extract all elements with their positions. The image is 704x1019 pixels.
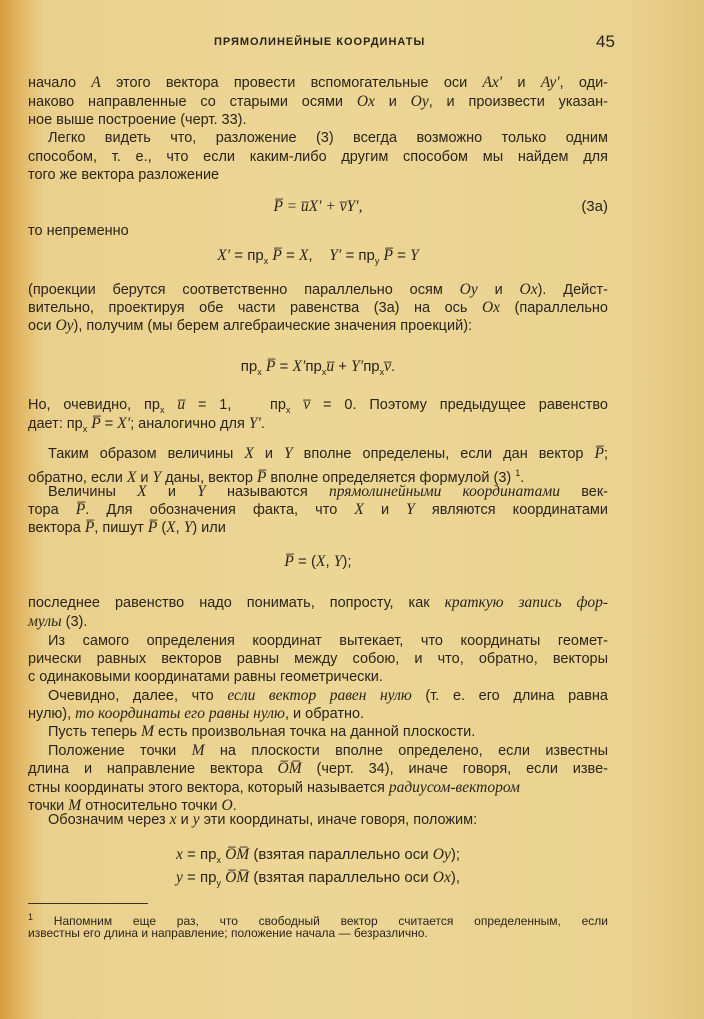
math-text: P̅ bbox=[265, 358, 276, 375]
text-segment: и bbox=[136, 469, 153, 486]
math-text: P̅ bbox=[147, 519, 158, 536]
text-segment: оси bbox=[28, 318, 56, 334]
text-segment: пр bbox=[305, 358, 322, 375]
math-text: v̅ bbox=[303, 396, 311, 413]
math-text: если вектор равен нулю bbox=[227, 687, 412, 704]
text-segment: ). Дейст- bbox=[537, 282, 608, 298]
math-text: X bbox=[298, 247, 309, 264]
text-line bbox=[28, 129, 608, 147]
equation-number: (3а) bbox=[581, 198, 608, 215]
text-segment: вектора bbox=[28, 520, 85, 536]
text-segment: . bbox=[260, 416, 265, 432]
text-segment: и bbox=[146, 484, 198, 500]
math-text: Ox bbox=[519, 281, 538, 298]
text-line bbox=[28, 111, 608, 129]
text-segment: точки bbox=[28, 798, 69, 814]
text-line bbox=[28, 723, 608, 741]
math-text: Y bbox=[152, 468, 162, 486]
text-segment: дает: пр bbox=[28, 416, 83, 432]
equation bbox=[28, 846, 608, 865]
equation bbox=[28, 869, 608, 888]
text-segment: = bbox=[281, 247, 299, 264]
math-text: O bbox=[221, 797, 233, 814]
text-segment: и bbox=[363, 502, 407, 518]
text-segment: . bbox=[391, 358, 396, 375]
text-line bbox=[28, 594, 608, 612]
math-text: Ox bbox=[356, 93, 375, 110]
chapter-title: ПРЯМОЛИНЕЙНЫЕ КООРДИНАТЫ bbox=[214, 36, 426, 48]
math-text: M bbox=[141, 723, 155, 740]
text-segment: , bbox=[175, 520, 184, 536]
text-segment: способом, т. е., что если каким-либо другим способом мы найдем для bbox=[28, 149, 608, 165]
text-segment: даны, вектор bbox=[161, 469, 257, 486]
math-text: краткую запись фор- bbox=[444, 594, 608, 611]
text-segment: (взятая параллельно оси bbox=[249, 869, 433, 886]
text-line bbox=[28, 613, 608, 631]
text-segment: Напомним еще раз, что свободный вектор считается определенным, если bbox=[33, 914, 608, 928]
text-segment: Из самого определения координат вытекает, что координаты геомет- bbox=[48, 633, 608, 649]
text-line bbox=[28, 742, 608, 760]
text-segment: , и обратно. bbox=[284, 706, 365, 722]
math-text: P̅ bbox=[75, 501, 86, 518]
math-text: X′ bbox=[117, 415, 131, 432]
text-segment: стны координаты этого вектора, который называется bbox=[28, 780, 389, 796]
math-text: Ox bbox=[481, 299, 501, 316]
equation bbox=[28, 198, 608, 216]
text-segment: = пр bbox=[341, 247, 375, 264]
text-segment: = bbox=[100, 416, 118, 432]
text-segment: , и произвести указан- bbox=[428, 94, 608, 110]
text-segment: Таким образом величины bbox=[48, 446, 245, 462]
math-text: Oy bbox=[432, 846, 451, 863]
text-line bbox=[28, 445, 608, 463]
text-segment: ) или bbox=[192, 520, 226, 536]
subscript: x bbox=[257, 367, 262, 377]
math-text: Y′ bbox=[248, 415, 261, 432]
math-text: P̅ bbox=[256, 468, 267, 486]
text-segment: (взятая параллельно оси bbox=[249, 846, 433, 863]
text-segment: вительно, проектируя обе части равенства (3а) на ось bbox=[28, 300, 482, 316]
text-line bbox=[28, 519, 608, 537]
math-text: Ox bbox=[432, 869, 451, 886]
text-line bbox=[28, 687, 608, 705]
math-text: M bbox=[68, 797, 82, 814]
math-text: X bbox=[137, 483, 147, 500]
text-line bbox=[28, 811, 608, 829]
text-segment: то непременно bbox=[28, 223, 129, 239]
text-segment: вполне определяется формулой (3) bbox=[266, 469, 516, 486]
math-text: Y bbox=[197, 483, 206, 500]
text-segment: ), bbox=[450, 869, 461, 886]
text-segment: . bbox=[520, 469, 525, 486]
text-segment: ), получим (мы берем алгебраические значения проекций): bbox=[73, 318, 473, 334]
math-text: x bbox=[175, 846, 183, 863]
math-text: Y bbox=[284, 445, 293, 462]
subscript: x bbox=[216, 855, 221, 865]
text-segment: известны его длина и направление; положение начала — безразлично. bbox=[28, 926, 428, 940]
text-segment: . bbox=[232, 798, 237, 814]
text-segment: = bbox=[275, 358, 293, 375]
equation bbox=[28, 358, 608, 377]
subscript: x bbox=[379, 367, 385, 377]
text-segment: и bbox=[176, 812, 193, 828]
math-text: Y bbox=[183, 519, 193, 536]
math-text: P̅ bbox=[91, 415, 101, 432]
text-segment: = пр bbox=[230, 247, 264, 264]
text-segment: начало bbox=[28, 75, 92, 91]
math-text: u̅ bbox=[177, 396, 186, 413]
text-line bbox=[28, 650, 608, 668]
text-line bbox=[28, 464, 608, 486]
math-text: Y′ bbox=[329, 247, 342, 264]
math-text: Y bbox=[406, 501, 415, 518]
text-segment: наково направленные со старыми осями bbox=[28, 94, 357, 110]
subscript: x bbox=[321, 367, 327, 377]
subscript: y bbox=[216, 878, 221, 888]
math-text: радиусом-вектором bbox=[388, 779, 520, 796]
text-line bbox=[28, 93, 608, 111]
text-segment: век- bbox=[559, 484, 608, 500]
math-text: X bbox=[126, 468, 137, 486]
math-text: O̅M̅ bbox=[277, 760, 302, 777]
text-segment: , bbox=[308, 247, 330, 264]
math-text: P̅ bbox=[594, 445, 604, 462]
text-segment: + bbox=[334, 358, 352, 375]
text-segment: с одинаковыми координатами равны геометрически. bbox=[28, 669, 383, 685]
math-text: прямолинейными координатами bbox=[328, 483, 560, 500]
text-segment: , bbox=[325, 553, 334, 570]
math-text: P̅ bbox=[383, 247, 393, 264]
text-segment: (параллельно bbox=[500, 300, 608, 316]
text-segment: являются координатами bbox=[414, 502, 608, 518]
text-segment: (черт. 34), иначе говоря, если изве- bbox=[301, 761, 608, 777]
footnote-marker: 1 bbox=[28, 912, 34, 922]
math-text: то координаты его равны нулю bbox=[75, 705, 285, 722]
math-text: O̅M̅ bbox=[225, 869, 250, 886]
math-text: X bbox=[166, 519, 176, 536]
math-text: M bbox=[191, 742, 205, 759]
text-segment: ); bbox=[342, 553, 352, 570]
math-text: P̅ = u̅X′ + v̅Y′, bbox=[273, 198, 363, 215]
text-segment: рически равных векторов равны между собою, и что, обратно, векторы bbox=[28, 651, 608, 667]
text-segment bbox=[290, 397, 303, 413]
footnote-line bbox=[28, 926, 608, 941]
text-line bbox=[28, 222, 608, 240]
text-segment: = 0. Поэтому предыдущее равенство bbox=[310, 397, 608, 413]
math-text: X bbox=[244, 445, 254, 462]
math-text: O̅M̅ bbox=[225, 846, 250, 863]
text-segment: (3). bbox=[61, 614, 88, 630]
text-segment: ; аналогично для bbox=[130, 416, 249, 432]
math-text: y bbox=[192, 811, 200, 828]
text-segment: = пр bbox=[182, 846, 217, 863]
math-text: x bbox=[169, 811, 177, 828]
text-segment: Положение точки bbox=[48, 743, 192, 759]
text-line bbox=[28, 166, 608, 184]
text-segment: и bbox=[374, 94, 411, 110]
text-segment: тора bbox=[28, 502, 76, 518]
text-segment: . Для обозначения факта, что bbox=[85, 502, 355, 518]
text-segment: ; bbox=[603, 446, 608, 462]
math-text: y bbox=[175, 869, 183, 886]
math-text: Y′ bbox=[351, 358, 364, 375]
text-segment: на плоскости вполне определено, если известны bbox=[204, 743, 608, 759]
text-segment: Легко видеть что, разложение (3) всегда возможно только одним bbox=[48, 130, 608, 146]
text-line bbox=[28, 501, 608, 519]
equation bbox=[28, 247, 608, 266]
text-segment bbox=[164, 397, 177, 413]
text-segment: и bbox=[253, 446, 284, 462]
text-segment: длина и направление вектора bbox=[28, 761, 278, 777]
subscript: x bbox=[285, 404, 291, 415]
text-segment: последнее равенство надо понимать, попросту, как bbox=[28, 595, 445, 611]
subscript: x bbox=[82, 423, 88, 434]
text-line bbox=[28, 705, 608, 723]
math-text: X bbox=[315, 553, 326, 570]
text-line bbox=[28, 281, 608, 299]
text-segment: Величины bbox=[48, 484, 138, 500]
math-text: Oy bbox=[459, 281, 478, 298]
text-segment: есть произвольная точка на данной плоскости. bbox=[154, 724, 476, 740]
text-segment: Очевидно, далее, что bbox=[48, 688, 228, 704]
text-segment: = пр bbox=[182, 869, 217, 886]
text-segment: = ( bbox=[293, 553, 316, 570]
subscript: x bbox=[159, 404, 165, 415]
text-line bbox=[28, 317, 608, 335]
page-number: 45 bbox=[596, 32, 615, 51]
math-text: X′ bbox=[292, 358, 306, 375]
text-line bbox=[28, 760, 608, 778]
math-text: Y bbox=[410, 247, 419, 264]
text-segment: вполне определены, если дан вектор bbox=[292, 446, 595, 462]
text-segment: ( bbox=[157, 520, 167, 536]
math-text: P̅ bbox=[272, 247, 282, 264]
text-segment: того же вектора разложение bbox=[28, 167, 220, 183]
text-segment: называются bbox=[205, 484, 329, 500]
text-segment: Обозначим через bbox=[48, 812, 170, 828]
text-segment: Но, очевидно, пр bbox=[28, 397, 160, 413]
math-text: v̅ bbox=[384, 358, 392, 375]
text-line bbox=[28, 483, 608, 501]
text-segment: пр bbox=[363, 358, 380, 375]
math-text: Ax′ bbox=[482, 74, 503, 91]
footnote-marker: 1 bbox=[515, 468, 521, 478]
text-line bbox=[28, 632, 608, 650]
math-text: A bbox=[91, 74, 101, 91]
text-segment: (проекции берутся соответственно параллельно осям bbox=[28, 282, 460, 298]
math-text: мулы bbox=[28, 613, 62, 630]
equation bbox=[28, 553, 608, 571]
math-text: Oy bbox=[55, 317, 74, 334]
text-segment: эти координаты, иначе говоря, положим: bbox=[199, 812, 478, 828]
text-line bbox=[28, 74, 608, 92]
math-text: X′ bbox=[217, 247, 231, 264]
text-segment: = bbox=[392, 247, 411, 264]
text-segment: нулю), bbox=[28, 706, 76, 722]
math-text: u̅ bbox=[326, 358, 335, 375]
text-segment: пр bbox=[240, 358, 258, 375]
text-line bbox=[28, 148, 608, 166]
math-text: Ay′ bbox=[540, 74, 560, 91]
text-segment: ); bbox=[450, 846, 461, 863]
text-segment: обратно, если bbox=[28, 469, 127, 486]
text-segment: Пусть теперь bbox=[48, 724, 142, 740]
text-line bbox=[28, 668, 608, 686]
text-segment: и bbox=[502, 75, 541, 91]
math-text: X bbox=[354, 501, 364, 518]
text-segment: этого вектора провести вспомогательные оси bbox=[100, 75, 483, 91]
math-text: P̅ bbox=[84, 519, 95, 536]
text-line bbox=[28, 396, 608, 414]
text-line bbox=[28, 299, 608, 317]
text-segment: (т. е. его длина равна bbox=[411, 688, 608, 704]
text-segment: и bbox=[477, 282, 520, 298]
text-segment: относительно точки bbox=[81, 798, 222, 814]
text-segment: = 1, пр bbox=[185, 397, 286, 413]
math-text: Oy bbox=[410, 93, 429, 110]
subscript: y bbox=[374, 256, 380, 266]
text-segment: , оди- bbox=[559, 75, 608, 91]
footnote-divider bbox=[28, 903, 148, 904]
math-text: P̅ bbox=[284, 553, 294, 570]
text-line bbox=[28, 415, 608, 433]
subscript: x bbox=[263, 256, 269, 266]
text-segment: ное выше построение (черт. 33). bbox=[28, 112, 247, 128]
text-segment: , пишут bbox=[94, 520, 148, 536]
math-text: Y bbox=[333, 553, 343, 570]
text-line bbox=[28, 779, 608, 797]
